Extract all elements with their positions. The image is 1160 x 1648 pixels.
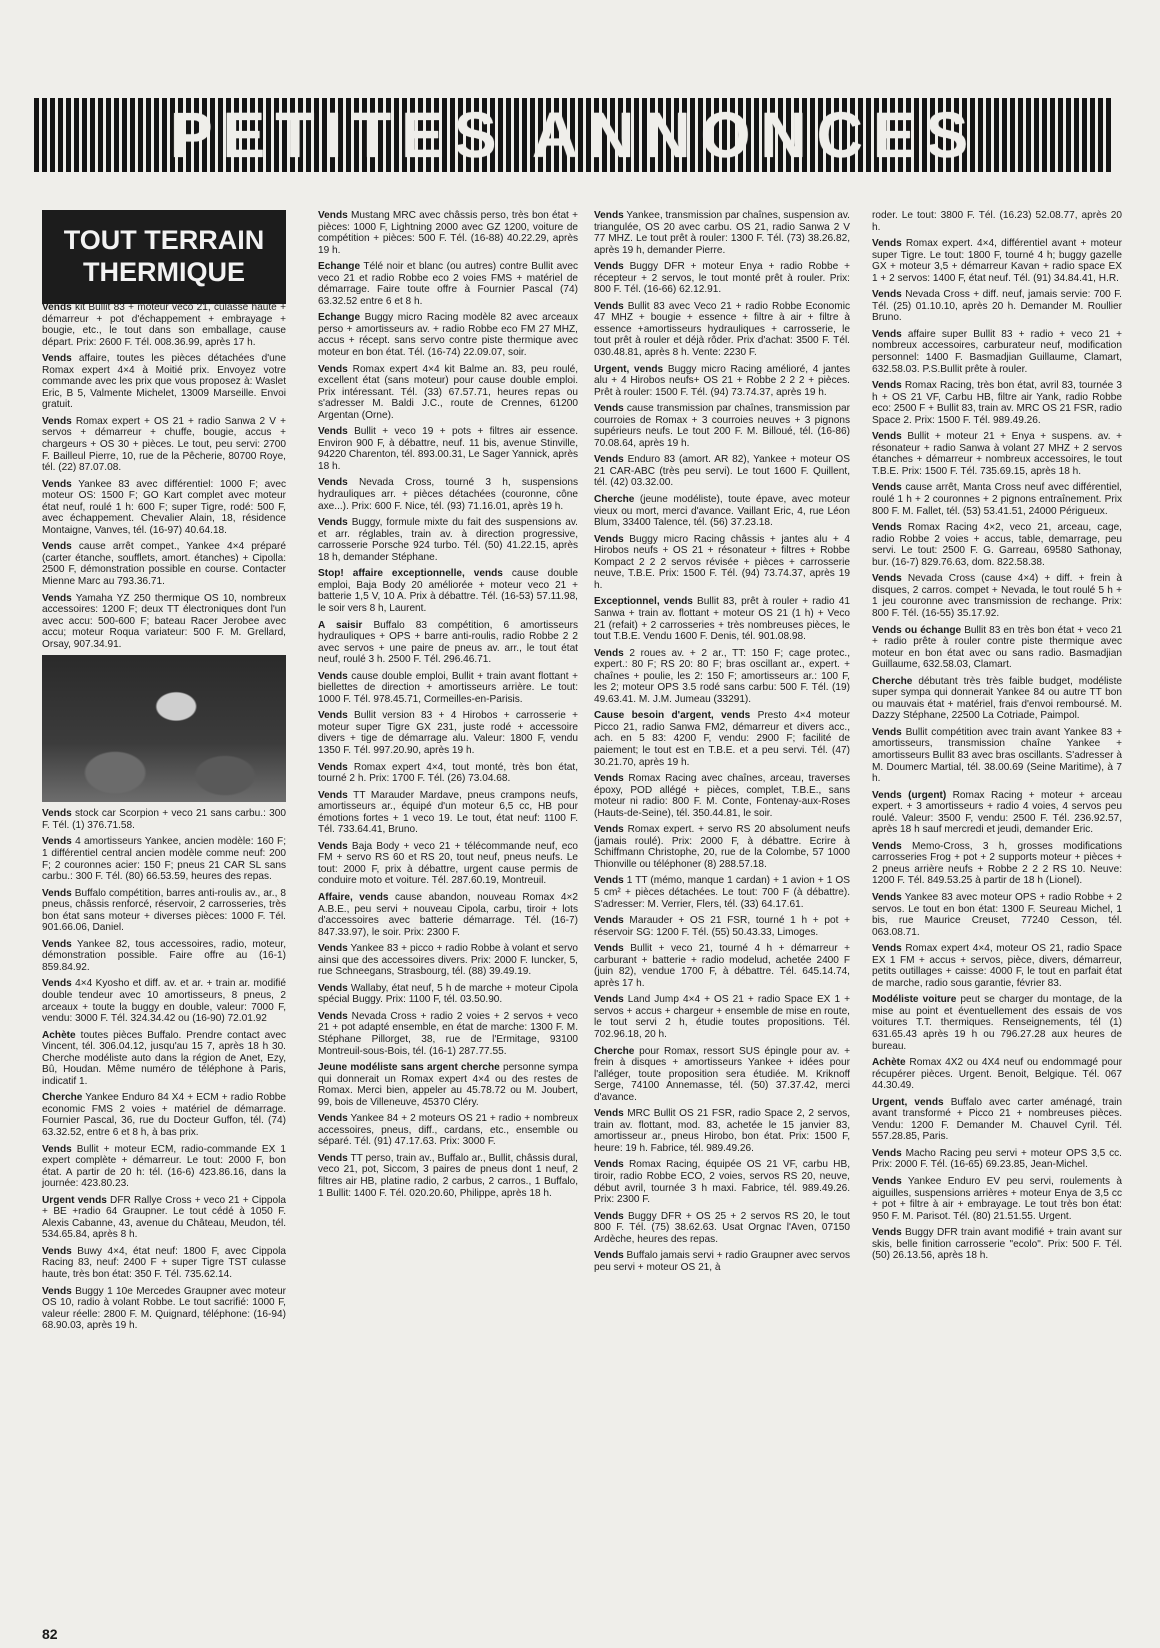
ad-text: Bullit compétition avec train avant Yankee 83 + amortisseurs, transmission chaîne Yankee + amortisseurs Bullit 83 avec bras oscillants. S'adresser à M. Doumerc Martial, tél. 38.00.69 (Seine Maritime), à 7 h.: [872, 726, 1122, 785]
classified-ad: [318, 1113, 578, 1148]
ad-text: Baja Body + veco 21 + télécommande neuf, eco FM + servo RS 60 et RS 20, tout neuf, pneus neufs. Le tout: 2000 F, prix à débattre, urgent cause permis de conduire moto et voiture. Tél. 287.60.19, Montreuil.: [318, 840, 578, 887]
motorcycle-photo: [42, 655, 286, 802]
ad-keyword: Achète: [42, 1029, 76, 1041]
ad-keyword: Vends: [594, 533, 624, 545]
ads-column-2: [318, 210, 578, 1204]
ad-text: Yamaha YZ 250 thermique OS 10, nombreux accessoires: 1200 F; deux TT électroniques dont l'un avec accu: 500-600 F; bateau Racer Jerobee avec accu; moteur Roqua variateur: 500 F. M. Grellard, Orsay, 907.34.91.: [42, 592, 286, 650]
classified-ad: [594, 454, 850, 489]
ad-keyword: Vends: [42, 1245, 72, 1257]
classified-ad: [594, 915, 850, 938]
ad-text: cause abandon, nouveau Romax 4×2 A.B.E., peu servi + nouveau Cipola, carbu, tiroir + lots d'accessoires avec batterie démarrage. Tél. (16-7) 847.33.97), le soir. Prix: 2300 F.: [318, 891, 578, 938]
ad-text: Yankee 84 + 2 moteurs OS 21 + radio + nombreux accessoires, pneus, diff., cardans, etc., ensemble ou séparé. Tél. (91) 47.17.63. Prix: 3000 F.: [318, 1113, 578, 1148]
ad-text: Marauder + OS 21 FSR, tourné 1 h + pot + réservoir SG: 1200 F. Tél. (55) 50.43.33, Limoges.: [594, 915, 850, 938]
classified-ad: [872, 1057, 1122, 1092]
ad-keyword: Exceptionnel, vends: [594, 596, 693, 608]
classified-ad: [872, 727, 1122, 785]
classified-ad: [318, 671, 578, 706]
classified-ad: [594, 773, 850, 819]
ad-text: Romax expert. + servo RS 20 absolument neufs (jamais roulé). Prix: 2000 F, à débattre. Ecrire à Schiffmann Christophe, 20, rue de la Colombe, 57 1000 Thionville ou téléphoner (8) 288.57.18.: [594, 824, 850, 870]
ad-text: Mustang MRC avec châssis perso, très bon état + pièces: 1000 F, Lightning 2000 avec GZ 1200, voiture de compétition + pièces: 500 F. Tél. (16-88) 40.22.29, après 19 h.: [318, 210, 578, 256]
ad-keyword: Vends: [318, 710, 348, 722]
ad-keyword: Jeune modéliste sans argent cherche: [318, 1062, 500, 1074]
ad-keyword: Vends: [318, 1152, 348, 1164]
ad-text: Romax Racing, très bon état, avril 83, tournée 3 h + OS 21 VF, Carbu HB, filtre air Yank, radio Robbe eco: 2500 F + Bullit 83, train av. MRC OS 21 FSR, radio Space 2. Prix: 1500 F. Tél. 989.49.26.: [872, 380, 1122, 426]
classified-ad: [42, 593, 286, 651]
ad-text: Presto 4×4 moteur Picco 21, radio Sanwa FM2, démarreur et divers acc., ach. en 5 83: 4200 F, vendu: 2900 F; facilité de paiement; le tout est en T.B.E. et a peu servi. Tél. (47) 30.21.70, après 19 h.: [594, 710, 850, 768]
ad-keyword: Vends: [42, 592, 72, 604]
ad-text: 4 amortisseurs Yankee, ancien modèle: 160 F; 1 différentiel central ancien modèle comme neuf: 200 F; 2 couronnes acier: 150 F; pneus 21 CAR SL sans carbu.: 300 F. Tél. (80) 66.53.59, heures des repas.: [42, 836, 286, 883]
classified-ad: [318, 1153, 578, 1199]
ad-keyword: Vends: [872, 891, 902, 903]
classified-ad: [594, 824, 850, 870]
ad-text: Buffalo avec carter aménagé, train avant transformé + Picco 21 + nombreuses pièces. Vendu: 1200 F. Demander M. Chauvel Cyril. Tél. 557.28.85, Paris.: [872, 1096, 1122, 1143]
ad-keyword: Vends: [594, 875, 624, 887]
ad-text: toutes pièces Buffalo. Prendre contact avec Vincent, tél. 306.04.12, jusqu'au 15 7, après 18 h 30. Cherche modéliste auto dans la région de Anet, Ezy, Bû, Houdan. Même numéro de téléphone à Paris, indicatif 1.: [42, 1029, 286, 1087]
ad-keyword: Vends: [594, 300, 624, 312]
ad-text: Buggy micro Racing amélioré, 4 jantes alu + 4 Hirobos neufs+ OS 21 + Robbe 2 2 2 + pièces. Prêt à rouler: 1500 F. Tél. (94) 73.74.37, après 19 h.: [594, 363, 850, 398]
classified-ad: [42, 1195, 286, 1241]
ad-text: Bullit + moteur ECM, radio-commande EX 1 expert complète + démarreur. Le tout: 2000 F, bon état. A partir de 20 h: tél. (16-6) 423.86.16, dans la journée: 423.80.23.: [42, 1143, 286, 1190]
ad-keyword: Vends: [42, 302, 72, 313]
ad-keyword: Echange: [318, 312, 361, 324]
ad-text: Romax expert + OS 21 + radio Sanwa 2 V + servos + démarreur + chuffe, bougie, accus + chargeurs + OS 30 + pièces. Le tout, peu servi: 2700 F. Bailleul Pierre, 10, rue de la Pêcherie, 80700 Roye, tél. (22) 87.07.08.: [42, 415, 286, 474]
ad-keyword: Vends: [594, 403, 624, 415]
classified-ad: [594, 1211, 850, 1246]
ad-text: Bullit + moteur 21 + Enya + suspens. av. + résonateur + radio Sanwa à volant 27 MHZ + 2 servos étanches + démarreur + nombreux accessoires, le tout T.B.E. Prix: 1500 F. Tél. 735.69.15, après 18 h.: [872, 431, 1122, 477]
ad-text: Nevada Cross (cause 4×4) + diff. + frein à disques, 2 carros. compet + Nevada, le tout roulé 5 h + 1 jeu couronne avec transmission de rechange. Prix: 800 F. Tél. (16-55) 35.17.92.: [872, 573, 1122, 619]
ad-text: Nevada Cross + diff. neuf, jamais servie: 700 F. Tél. (25) 01.10.10, après 20 h. Demander M. Roullier Bruno.: [872, 289, 1122, 324]
ad-keyword: Vends: [872, 840, 902, 852]
ad-text: TT perso, train av., Buffalo ar., Bullit, châssis dural, veco 21, pot, Siccom, 3 paires de pneus dont 1 neuf, 2 filtres air HB, platine radio, 2 carbus, 2 carros., 1 Buffalo, 1 Bullit: 1400 F. Tél. 020.20.60, Philippe, après 18 h.: [318, 1152, 578, 1199]
ad-keyword: A saisir: [318, 619, 363, 631]
ad-keyword: Vends (urgent): [872, 789, 947, 801]
ad-text: TT Marauder Mardave, pneus crampons neufs, amortisseurs ar., équipé d'un moteur 6,5 cc, HB pour émotions fortes + 1 veco 19. Le tout, état neuf: 1100 F. Tél. 733.64.41, Bruno.: [318, 789, 578, 836]
classified-ad: [594, 494, 850, 529]
classified-ad: [594, 1159, 850, 1205]
classified-ad: [872, 1097, 1122, 1143]
ad-text: Wallaby, état neuf, 5 h de marche + moteur Cipola spécial Buggy. Prix: 1100 F, tél. 03.50.90.: [318, 982, 578, 1006]
ad-text: Bullit 83 avec Veco 21 + radio Robbe Economic 47 MHZ + bougie + essence + filtre à air + filtre à essence +amortisseurs hydrauliques + carrosserie, le tout prêt à rouler et déjà rôder. Prix d'achat: 3500 F. Tél. 030.48.81, après 8 h. Vente: 2230 F.: [594, 300, 850, 359]
classified-ad: [594, 534, 850, 592]
classified-ad: [594, 403, 850, 449]
ad-keyword: Vends: [872, 482, 902, 494]
ad-keyword: Cherche: [42, 1092, 83, 1104]
ad-keyword: Vends: [872, 328, 902, 340]
ad-text: Yankee 83 + picco + radio Robbe à volant et servo ainsi que des accessoires divers. Prix: 2000 F. Iuncker, 5, rue Schneegans, Strasbourg, tél. (88) 39.49.19.: [318, 943, 578, 978]
ad-text: Buggy DFR + moteur Enya + radio Robbe + récepteur + 2 servos, le tout monté prêt à rouler. Prix: 800 F. Tél. (16-66) 62.12.91.: [594, 261, 850, 296]
ad-keyword: Vends: [318, 840, 348, 852]
ad-keyword: Vends: [872, 238, 902, 250]
classified-ad: [42, 978, 286, 1024]
ad-keyword: Modéliste voiture: [872, 994, 957, 1006]
classified-ad: [872, 790, 1122, 836]
ad-keyword: Echange: [318, 261, 361, 273]
masthead-title: PETITES ANNONCES: [169, 99, 979, 171]
ad-keyword: Vends: [872, 1227, 902, 1239]
ad-text: 2 roues av. + 2 ar., TT: 150 F; cage protec., expert.: 80 F; RS 20: 80 F; bras oscillant ar., expert. + chaînes + poulie, les 2: 150 F; amortisseurs ar.: 100 F, les 2; moteur OPS 3.5 rodé sans carbu: 500 F. Tél. (19) 49.63.41. M. J.M. Jumeau (33291).: [594, 647, 850, 705]
ad-text: cause double emploi, Baja Body 20 améliorée + moteur veco 21 + batterie 1,5 V, 10 A. Prix à débattre. Tél. (16-53) 57.11.98, le soir vers 8 h, Laurent.: [318, 568, 578, 614]
classified-ad: [872, 431, 1122, 477]
classified-ad: [872, 676, 1122, 722]
ad-keyword: Vends: [594, 1250, 624, 1262]
ad-keyword: Vends: [42, 541, 72, 553]
ad-keyword: Vends: [42, 415, 72, 427]
ad-text: Memo-Cross, 3 h, grosses modifications carrosseries Frog + pot + 2 supports moteur + pièces + 2 pneus arrière neufs + Robbe 2 2 2 RS 10. Neuve: 1200 F. Tél. 849.53.25 à partir de 18 h (Lionel).: [872, 840, 1122, 887]
classified-ad: [594, 261, 850, 296]
ad-keyword: Vends: [318, 670, 348, 682]
classified-ad: [42, 808, 286, 831]
ad-keyword: Vends: [872, 522, 902, 534]
ad-text: Buggy 1 10e Mercedes Graupner avec moteur OS 10, radio à volant Robbe. Le tout sacrifié: 1000 F, valeur réelle: 2800 F. M. Quignard, téléphone: (16-94) 68.90.03, après 19 h.: [42, 1285, 286, 1332]
ad-keyword: Vends: [318, 982, 348, 994]
classified-ad: [318, 1062, 578, 1108]
classified-ad: [872, 943, 1122, 989]
ad-text: Yankee 83 avec différentiel: 1000 F; avec moteur OS: 1500 F; GO Kart complet avec moteur état neuf, roulé 1 h: 600 F; super Tigre, rodé: 500 F, avec échappement. Chevalier Alain, 18, résidence Montaigne, Vanves, tél. (16-97) 40.64.18.: [42, 478, 286, 536]
ad-text: Yankee Enduro EV peu servi, roulements à aiguilles, suspensions arrières + moteur Enya de 3,5 cc + pot + filtre à air + embrayage. Le tout très bon état: 950 F. M. Parisot. Tél. (80) 21.51.55. Urgent.: [872, 1176, 1122, 1222]
ad-keyword: Vends: [42, 1285, 72, 1297]
classified-ad: [872, 841, 1122, 887]
ad-text: Buwy 4×4, état neuf: 1800 F, avec Cippola Racing 83, neuf: 2400 F + super Tigre TST culasse haute, très bon état: 350 F. Tél. 735.62.14.: [42, 1245, 286, 1280]
classified-ad: [318, 841, 578, 887]
classified-ad: [594, 994, 850, 1040]
ad-text: Nevada Cross + radio 2 voies + 2 servos + veco 21 + pot adapté ensemble, en état de marche: 1300 F. M. Stéphane Pillorget, 38, rue de l'Ermitage, 93100 Montreuil-sous-Bois, tél. (16-1) 287.77.55.: [318, 1010, 578, 1057]
ad-text: Romax expert 4×4, moteur OS 21, radio Space EX 1 FM + accus + servos, pièce, divers, démarreur, petits outillages + caisse: 4000 F, le tout en parfait état de marche, radio sous garantie, février 83.: [872, 943, 1122, 989]
classified-ad: [872, 994, 1122, 1052]
classified-ad: [872, 210, 1122, 233]
ad-keyword: Vends: [872, 289, 902, 301]
ad-keyword: Vends: [872, 726, 902, 738]
classified-ad: [318, 943, 578, 978]
classified-ad: [42, 479, 286, 537]
ad-keyword: Vends: [42, 938, 72, 950]
ad-text: Land Jump 4×4 + OS 21 + radio Space EX 1 + servos + accus + chargeur + ensemble de mise en route, le tout servi 2 h, étudie toutes propositions. Tél. 702.96.18, 20 h.: [594, 994, 850, 1040]
classified-ad: [318, 762, 578, 785]
ad-keyword: Vends: [872, 1176, 902, 1188]
ad-text: Buggy micro Racing modèle 82 avec arceaux perso + amortisseurs av. + radio Robbe eco FM 27 MHZ, accus + récept. sans servo contre piste thermique avec moteur en bon état. Tél. (16-74) 22.09.07, soir.: [318, 312, 578, 359]
ad-text: Romax Racing, équipée OS 21 VF, carbu HB, tiroir, radio Robbe ECO, 2 voies, servos RS 20, neuve, début avril, tournée 3 h maxi. Fabrice, tél. 989.49.26. Prix: 2300 F.: [594, 1159, 850, 1206]
classified-ad: [318, 426, 578, 472]
classified-ad: [872, 573, 1122, 619]
classified-ad: [318, 892, 578, 938]
classified-ad: [594, 710, 850, 768]
classified-ad: [872, 892, 1122, 938]
classified-ad: [318, 710, 578, 756]
classified-ad: [42, 353, 286, 411]
classified-ad: [42, 1030, 286, 1088]
ad-text: Buggy micro Racing châssis + jantes alu + 4 Hirobos neufs + OS 21 + résonateur + filtres + Robbe Kompact 2 2 2 servos révisée + pièces + carrosserie neuve, T.B.E. Prix: 1500 F. Tél. (94) 73.74.37, après 19 h.: [594, 533, 850, 591]
ad-text: MRC Bullit OS 21 FSR, radio Space 2, 2 servos, train av. flottant, mod. 83, achetée le 15 janvier 83, amortisseur ar., pneus Hirobo, bon état. Prix: 1500 F, heure: 19 h. Fabrice, tél. 989.49.26.: [594, 1108, 850, 1154]
classified-ad: [318, 620, 578, 666]
ads-column-1: [42, 302, 286, 1337]
ad-text: Bullit 83 en très bon état + veco 21 + radio prête à rouler contre piste thermique avec moteur en bon état avec ou sans radio. Basmadjian Guillaume, 632.58.03, Clamart.: [872, 624, 1122, 671]
ad-keyword: Vends: [318, 210, 348, 221]
ad-text: peut se charger du montage, de la mise au point et éventuellement des essais de vos voitures T.T. thermiques. Renseignements, tél (1) 631.65.43 après 19 h ou 796.27.28 aux heures de bureau.: [872, 994, 1122, 1052]
classified-ad: [318, 364, 578, 422]
ad-text: stock car Scorpion + veco 21 sans carbu.: 300 F. Tél. (1) 376.71.58.: [42, 808, 286, 831]
ad-text: Télé noir et blanc (ou autres) contre Bullit avec veco 21 et radio Robbe eco 2 voies FMS + matériel de démarrage. Faire toute offre à Fournier Pascal (74) 63.32.52 entre 6 et 8 h.: [318, 261, 578, 307]
ad-keyword: Vends: [594, 454, 624, 466]
ad-keyword: Vends: [594, 943, 624, 955]
ad-keyword: Vends: [594, 994, 624, 1006]
ad-text: affaire, toutes les pièces détachées d'une Romax expert 4×4 à Moitié prix. Envoyez votre commande avec les prix que vous proposez à: Waslet Eric, B 5, Valmente Michelet, 13009 Marseille. Envoi gratuit.: [42, 353, 286, 411]
classified-ad: [594, 875, 850, 910]
ad-keyword: Vends: [42, 353, 72, 365]
section-heading: TOUT TERRAIN THERMIQUE: [42, 210, 286, 304]
ad-text: kit Bullit 83 + moteur veco 21, culasse haute + démarreur + pot d'échappement + embrayage + bougie, etc., le tout dans son emballage, cause départ. Prix: 2600 F. Tél. 008.36.99, après 17 h.: [42, 302, 286, 348]
ad-keyword: Vends: [594, 824, 624, 836]
ad-text: personne sympa qui donnerait un Romax expert 4×4 ou des restes de Romax. Merci bien, appeler au 45.78.72 ou M. Joubert, 99, bois de Villeneuve, 45370 Cléry.: [318, 1062, 578, 1108]
classified-ad: [594, 648, 850, 706]
ad-text: (jeune modéliste), toute épave, avec moteur vieux ou mort, merci d'avance. Vaillant Eric, 4, rue Léon Blum, 33400 Talence, tél. (56) 37.23.18.: [594, 494, 850, 529]
classified-ad: [872, 482, 1122, 517]
ad-text: Buffalo 83 compétition, 6 amortisseurs hydrauliques + OPS + barre anti-roulis, radio Robbe 2 2 avec servos + une paire de pneus av. arr., le tout état neuf, roulé 3 h. 2500 F. Tél. 296.46.71.: [318, 619, 578, 666]
classified-ad: [872, 1148, 1122, 1171]
ad-text: affaire super Bullit 83 + radio + veco 21 + nombreux accessoires, carburateur neuf, modification personnel: 1400 F. Basmadjian Guillaume, Clamart, 632.58.03. P.S.Bullit prête à rouler.: [872, 328, 1122, 375]
ad-keyword: Urgent vends: [42, 1194, 107, 1206]
ad-text: Romax Racing 4×2, veco 21, arceau, cage, radio Robbe 2 voies + accus, table, demarrage, peu servi. Le tout: 2500 F. G. Garreau, 69580 Sathonay, bur. (16-7) 829.76.63, dom. 822.58.38.: [872, 522, 1122, 568]
ad-text: Nevada Cross, tourné 3 h, suspensions hydrauliques arr. + pièces détachées (couronne, cône axe...). Prix: 600 F. Nice, tél. (93) 71.16.01, après 19 h.: [318, 477, 578, 512]
classified-ad: [318, 568, 578, 614]
ad-text: Macho Racing peu servi + moteur OPS 3,5 cc. Prix: 2000 F. Tél. (16-65) 69.23.85, Jean-Michel.: [872, 1147, 1122, 1171]
ad-text: Buggy DFR + OS 25 + 2 servos RS 20, le tout 800 F. Tél. (75) 38.62.63. Usat Orgnac l'Aven, 07150 Ardèche, heures des repas.: [594, 1210, 850, 1245]
classified-ad: [594, 210, 850, 256]
ad-text: Romax expert 4×4, tout monté, très bon état, tourné 2 h. Prix: 1700 F. Tél. (26) 73.04.68.: [318, 761, 578, 785]
ad-keyword: Vends: [42, 808, 72, 820]
ad-text: Yankee 82, tous accessoires, radio, moteur, démonstration possible. Faire offre au (16-1) 859.84.92.: [42, 938, 286, 973]
ads-column-3: [594, 210, 850, 1278]
classified-ad: [594, 943, 850, 989]
ad-text: cause arrêt compet., Yankee 4×4 préparé (carter étanche, soufflets, amort. étanches) + Cipolla: 2500 F, démonstration possible en course. Contacter Mienne Marc au 793.36.71.: [42, 541, 286, 588]
ad-keyword: Vends ou échange: [872, 624, 962, 636]
classified-ad: [872, 238, 1122, 284]
classified-ad: [594, 1108, 850, 1154]
ad-text: pour Romax, ressort SUS épingle pour av. + frein à disques + amortisseurs Yankee + idées pour l'alléger, toute proposition sera étudiée. M. Kriknoff Serge, 74100 Annemasse, tél. (50) 37.37.42, merci d'avance.: [594, 1045, 850, 1103]
ad-keyword: Vends: [318, 761, 348, 773]
ad-text: Bullit + veco 21, tourné 4 h + démarreur + carburant + batterie + radio modelud, achetée 2400 F (juin 82), vendue 1700 F, à débattre. Tél. 645.14.74, après 17 h.: [594, 943, 850, 989]
ad-keyword: Vends: [594, 261, 624, 273]
ad-keyword: Vends: [318, 1010, 348, 1022]
classified-ad: [318, 1011, 578, 1057]
ad-text: Romax expert. 4×4, différentiel avant + moteur super Tigre. Le tout: 1800 F, tourné 4 h; buggy gazelle GX + moteur 3,5 + démarreur Kavan + radio space EX 1 + 2 servos: 1400 F, état neuf. Tél. (91) 34.84.41, H.R.: [872, 238, 1122, 284]
ad-keyword: Vends: [318, 1113, 348, 1125]
ad-keyword: Vends: [872, 943, 902, 955]
classified-ad: [42, 1092, 286, 1138]
ad-keyword: Vends: [872, 573, 902, 585]
ad-keyword: Vends: [318, 789, 348, 801]
ad-keyword: Vends: [594, 1159, 624, 1171]
ad-text: Romax expert 4×4 kit Balme an. 83, peu roulé, excellent état (sans moteur) pour cause double emploi. Prix intéressant. Tél. (33) 67.57.71, heures repas ou s'adresser M. Baldi J.C., route de Crennes, 61200 Argentan (Orne).: [318, 363, 578, 421]
classified-ad: [42, 541, 286, 587]
ad-text: 1 TT (mémo, manque 1 cardan) + 1 avion + 1 OS 5 cm² + pièces détachées. Le tout: 700 F (à débattre). S'adresser: M. Verrier, Flers, tél. (33) 64.17.61.: [594, 875, 850, 910]
ad-text: Yankee Enduro 84 X4 + ECM + radio Robbe economic FMS 2 voies + matériel de démarrage. Fournier Pascal, 36, rue du Docteur Guffon, tél. (74) 63.32.52, entre 6 et 8 h, à bas prix.: [42, 1092, 286, 1138]
classified-ad: [872, 522, 1122, 568]
ad-text: Yankee 83 avec moteur OPS + radio Robbe + 2 servos. Le tout en bon état: 1300 F. Seureau Michel, 1 bis, rue Maurice Creuset, 77240 Cesson, tél. 063.08.71.: [872, 891, 1122, 938]
classified-ad: [318, 517, 578, 563]
ad-keyword: Vends: [42, 1143, 72, 1155]
ad-text: cause double emploi, Bullit + train avant flottant + biellettes de direction + amortisseurs arrière. Le tout: 1000 F. Tél. 978.45.71, Cormeilles-en-Parisis.: [318, 670, 578, 705]
ad-keyword: Cherche: [872, 675, 913, 687]
ad-text: Yankee, transmission par chaînes, suspension av. triangulée, OS 20 avec carbu. OS 21, radio Sanwa 2 V 77 MHZ. Le tout prêt à rouler: 1300 F. Tél. (73) 38.26.82, après 19 h, demander Pierre.: [594, 210, 850, 256]
classified-ad: [318, 790, 578, 836]
ad-text: 4×4 Kyosho et diff. av. et ar. + train ar. modifié double tendeur avec 10 amortisseurs, 8 pneus, 2 arceaux + toute la buggy en double, valeur: 7000 F, vendu: 3000 F. Tél. 324.34.42 ou (16-90) 72.01.92: [42, 978, 286, 1025]
classified-ad: [42, 1144, 286, 1190]
ad-text: Romax Racing avec chaînes, arceau, traverses époxy, POD allégé + pièces, complet, T.B.E., sans moteur ni radio: 800 F. M. Conte, Fontenay-aux-Roses (Hauts-de-Seine), tél. 350.44.81, le soir.: [594, 773, 850, 819]
classified-ad: [42, 302, 286, 348]
ad-keyword: Vends: [594, 915, 624, 927]
ad-text: cause arrêt, Manta Cross neuf avec différentiel, roulé 1 h + 2 couronnes + 2 pignons entraînement. Prix 800 F. M. Fallet, tél. (53) 53.41.51, 24000 Périgueux.: [872, 482, 1122, 517]
classified-ad: [318, 210, 578, 256]
ad-text: Enduro 83 (amort. AR 82), Yankee + moteur OS 21 CAR-ABC (très peu servi). Le tout 1600 F. Quillent, tél. (42) 03.32.00.: [594, 454, 850, 489]
classified-ad: [318, 477, 578, 512]
classified-ad: [42, 1286, 286, 1332]
ad-text: Buffalo jamais servi + radio Graupner avec servos peu servi + moteur OS 21, à: [594, 1250, 850, 1273]
classified-ad: [872, 1227, 1122, 1262]
ad-keyword: Vends: [42, 478, 72, 490]
ad-keyword: Vends: [42, 887, 72, 899]
classified-ad: [318, 261, 578, 307]
ad-keyword: Affaire, vends: [318, 891, 389, 903]
ad-keyword: Vends: [318, 426, 348, 438]
ad-keyword: Vends: [318, 943, 348, 955]
ad-text: cause transmission par chaînes, transmission par courroies de Romax + 3 courroies neuves + 3 pignons supérieurs neufs. Le tout 200 F. M. Billoué, tél. (16-86) 70.08.64, après 19 h.: [594, 403, 850, 449]
ad-keyword: Vends: [318, 477, 348, 489]
ad-keyword: Cherche: [594, 1045, 635, 1057]
ad-text: Bullit version 83 + 4 Hirobos + carrosserie + moteur super Tigre GX 231, juste rodé + accessoire divers + tige de démarrage alu. Valeur: 1800 F, vendu 1350 F. Tél. 997.20.90, après 19 h.: [318, 710, 578, 756]
classified-ad: [594, 1046, 850, 1104]
ad-keyword: Vends: [42, 978, 72, 990]
ad-keyword: Vends: [594, 773, 624, 785]
classified-ad: [872, 1176, 1122, 1222]
ad-text: Romax Racing + moteur + arceau expert. + 3 amortisseurs + radio 4 voies, 4 servos peu roulé. Valeur: 3500 F, vendu: 2500 F. Tél. 236.92.57, après 18 h sauf mercredi et jeudi, demander Eric.: [872, 789, 1122, 836]
ad-keyword: Vends: [594, 210, 624, 221]
ad-keyword: Vends: [594, 1108, 624, 1120]
classified-ad: [318, 983, 578, 1006]
classified-ad: [42, 836, 286, 882]
ad-keyword: Vends: [594, 1210, 624, 1222]
classified-ad: [594, 301, 850, 359]
classified-ad: [872, 380, 1122, 426]
ad-keyword: Cause besoin d'argent, vends: [594, 710, 751, 722]
page-number: 82: [42, 1626, 58, 1642]
ad-keyword: Vends: [872, 1147, 902, 1159]
ad-keyword: Urgent, vends: [872, 1096, 944, 1108]
ad-keyword: Achète: [872, 1057, 906, 1069]
ad-text: Bullit + veco 19 + pots + filtres air essence. Environ 900 F, à débattre, neuf. 11 bis, avenue Stinville, 94220 Charenton, tél. 893.00.31, Le Sager Yannick, après 18 h.: [318, 426, 579, 472]
classified-ad: [42, 888, 286, 934]
ad-keyword: Urgent, vends: [594, 363, 664, 375]
ad-keyword: Vends: [872, 431, 902, 443]
classified-ad: [872, 625, 1122, 671]
ads-column-4: [872, 210, 1122, 1267]
ad-text: Romax 4X2 ou 4X4 neuf ou endommagé pour récupérer pièces. Urgent. Benoit, Belgique. Tél. 067 44.30.49.: [872, 1057, 1122, 1092]
ad-keyword: Vends: [318, 363, 348, 375]
ad-text: débutant très très faible budget, modéliste super sympa qui donnerait Yankee 84 ou autre TT bon ou mauvais état + matériel, frais d'envoi remboursé. M. Dazzy Stéphane, 22500 La Cotriade, Paimpol.: [872, 675, 1122, 722]
classified-ad: [594, 1250, 850, 1273]
ad-keyword: Vends: [42, 836, 72, 848]
classified-ad: [594, 364, 850, 399]
ad-text: Buffalo compétition, barres anti-roulis av., ar., 8 pneus, châssis renforcé, réservoir, 2 carrosseries, très bon état sans moteur + diverses pièces: 1000 F. Tél. 901.66.06, Daniel.: [42, 887, 286, 934]
ad-keyword: Stop! affaire exceptionnelle, vends: [318, 568, 503, 580]
ad-text: Buggy DFR train avant modifié + train avant sur skis, belle finition carrosserie "ecolo". Prix: 500 F. Tél. (50) 26.13.56, après 18 h.: [872, 1227, 1122, 1262]
ad-text: roder. Le tout: 3800 F. Tél. (16.23) 52.08.77, après 20 h.: [872, 210, 1122, 233]
ad-keyword: Vends: [594, 647, 624, 659]
ad-keyword: Cherche: [594, 494, 635, 506]
classified-ad: [42, 939, 286, 974]
ad-text: Buggy, formule mixte du fait des suspensions av. et arr. réglables, train av. à direction progressive, carrosserie Porsche 924 turbo. Tél. (50) 41.22.15, après 18 h, demander Stéphane.: [318, 517, 578, 563]
classified-ad: [872, 329, 1122, 375]
classified-ad: [872, 289, 1122, 324]
ad-text: Bullit 83, prêt à rouler + radio 41 Sanwa + train av. flottant + moteur OS 21 (1 h) + Veco 21 (refait) + 2 carrosseries + très nombreuses pièces, le tout T.B.E. Vendu 1600 F. Denis, tél. 901.08.98.: [594, 596, 850, 643]
ad-keyword: Vends: [872, 380, 902, 392]
classified-ad: [594, 596, 850, 642]
classified-ad: [42, 1246, 286, 1281]
ad-keyword: Vends: [318, 517, 348, 529]
ad-text: DFR Rallye Cross + veco 21 + Cippola + BE +radio 64 Graupner. Le tout cédé à 1050 F. Alexis Cabanne, 43, avenue du Château, Meudon, tél. 534.65.84, après 8 h.: [42, 1194, 286, 1241]
classified-ad: [42, 416, 286, 474]
masthead-banner: [34, 98, 1114, 172]
classified-ad: [318, 312, 578, 358]
